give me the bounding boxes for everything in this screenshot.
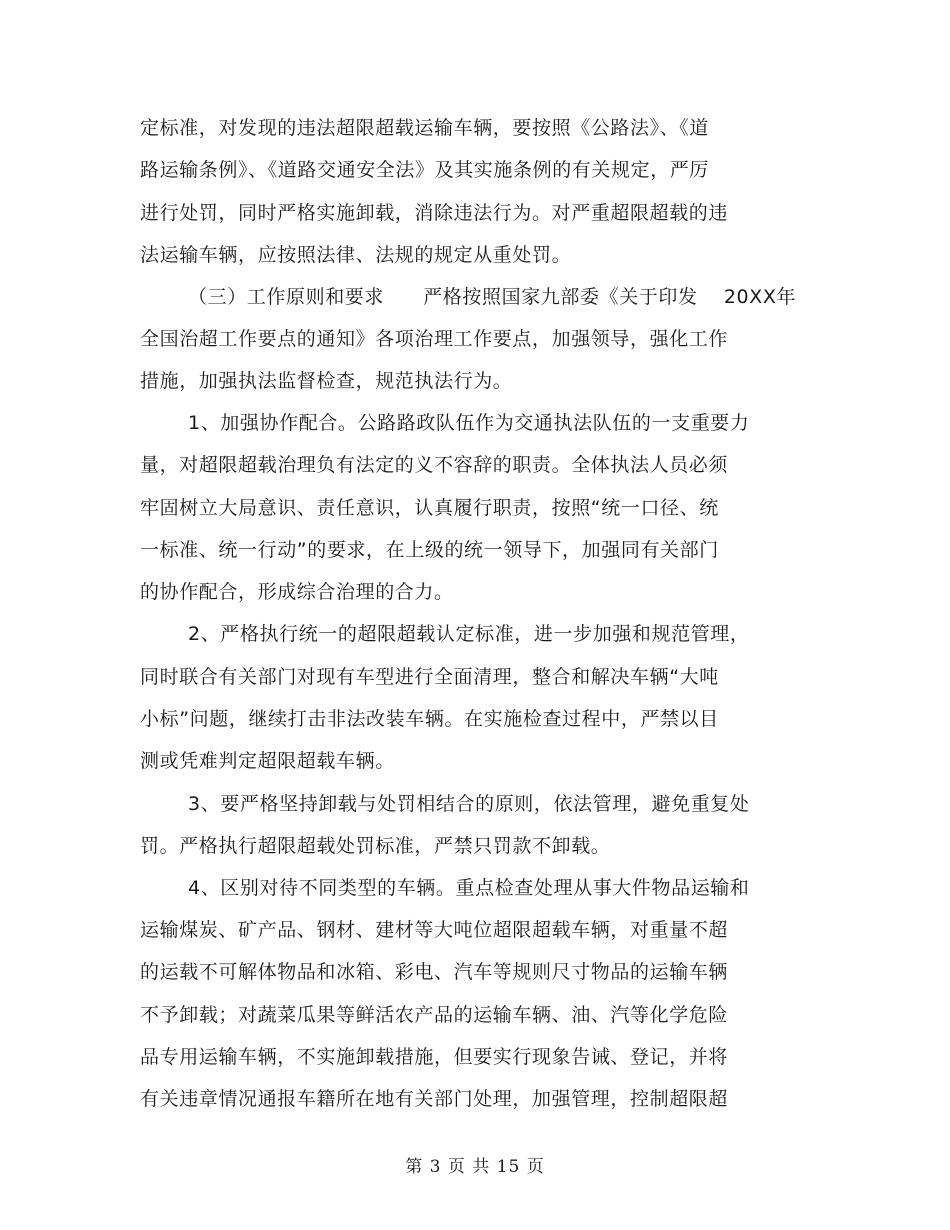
body-line: 小标”问题，继续打击非法改装车辆。在实施检查过程中，严禁以目: [140, 708, 719, 730]
body-line: 进行处罚，同时严格实施卸载，消除违法行为。对严重超限超载的违: [140, 202, 729, 224]
paragraph-start-line: 3、要严格坚持卸载与处罚相结合的原则，依法管理，避免重复处: [188, 793, 750, 815]
body-line: 法运输车辆，应按照法律、法规的规定从重处罚。: [140, 244, 572, 266]
body-line: 牢固树立大局意识、责任意识，认真履行职责，按照“统一口径、统: [140, 497, 719, 519]
body-line: 运输煤炭、矿产品、钢材、建材等大吨位超限超载车辆，对重量不超: [140, 919, 729, 941]
body-line: 定标准，对发现的违法超限超载运输车辆，要按照《公路法》、《道: [140, 117, 710, 139]
body-line: 措施，加强执法监督检查，规范执法行为。: [140, 370, 513, 392]
body-line: 同时联合有关部门对现有车型进行全面清理，整合和解决车辆“大吨: [140, 666, 719, 688]
paragraph-start-line: 2、严格执行统一的超限超载认定标准，进一步加强和规范管理，: [188, 623, 750, 645]
body-line: 的协作配合，形成综合治理的合力。: [140, 581, 454, 603]
body-line: 测或凭难判定超限超载车辆。: [140, 750, 395, 772]
body-line: 品专用运输车辆，不实施卸载措施，但要实行现象告诫、登记，并将: [140, 1046, 729, 1068]
body-line: 罚。严格执行超限超载处罚标准，严禁只罚款不卸载。: [140, 835, 611, 857]
body-line: 有关违章情况通报车籍所在地有关部门处理，加强管理，控制超限超: [140, 1088, 729, 1110]
body-line: 一标准、统一行动”的要求，在上级的统一领导下，加强同有关部门: [140, 539, 719, 561]
body-line: 全国治超工作要点的通知》各项治理工作要点，加强领导，强化工作: [140, 328, 729, 350]
body-line: 的运载不可解体物品和冰箱、彩电、汽车等规则尺寸物品的运输车辆: [140, 961, 729, 983]
body-line: 不予卸载；对蔬菜瓜果等鲜活农产品的运输车辆、油、汽等化学危险: [140, 1004, 729, 1026]
body-line: 路运输条例》、《道路交通安全法》及其实施条例的有关规定，严厉: [140, 159, 710, 181]
paragraph-start-line: 4、区别对待不同类型的车辆。重点检查处理从事大件物品运输和: [188, 877, 750, 899]
section-heading-line: （三）工作原则和要求 严格按照国家九部委《关于印发 20XX年: [188, 286, 797, 308]
page-number-footer: 第 3 页 共 15 页: [405, 1157, 545, 1177]
paragraph-start-line: 1、加强协作配合。公路路政队伍作为交通执法队伍的一支重要力: [188, 412, 750, 434]
body-line: 量，对超限超载治理负有法定的义不容辞的职责。全体执法人员必须: [140, 454, 729, 476]
